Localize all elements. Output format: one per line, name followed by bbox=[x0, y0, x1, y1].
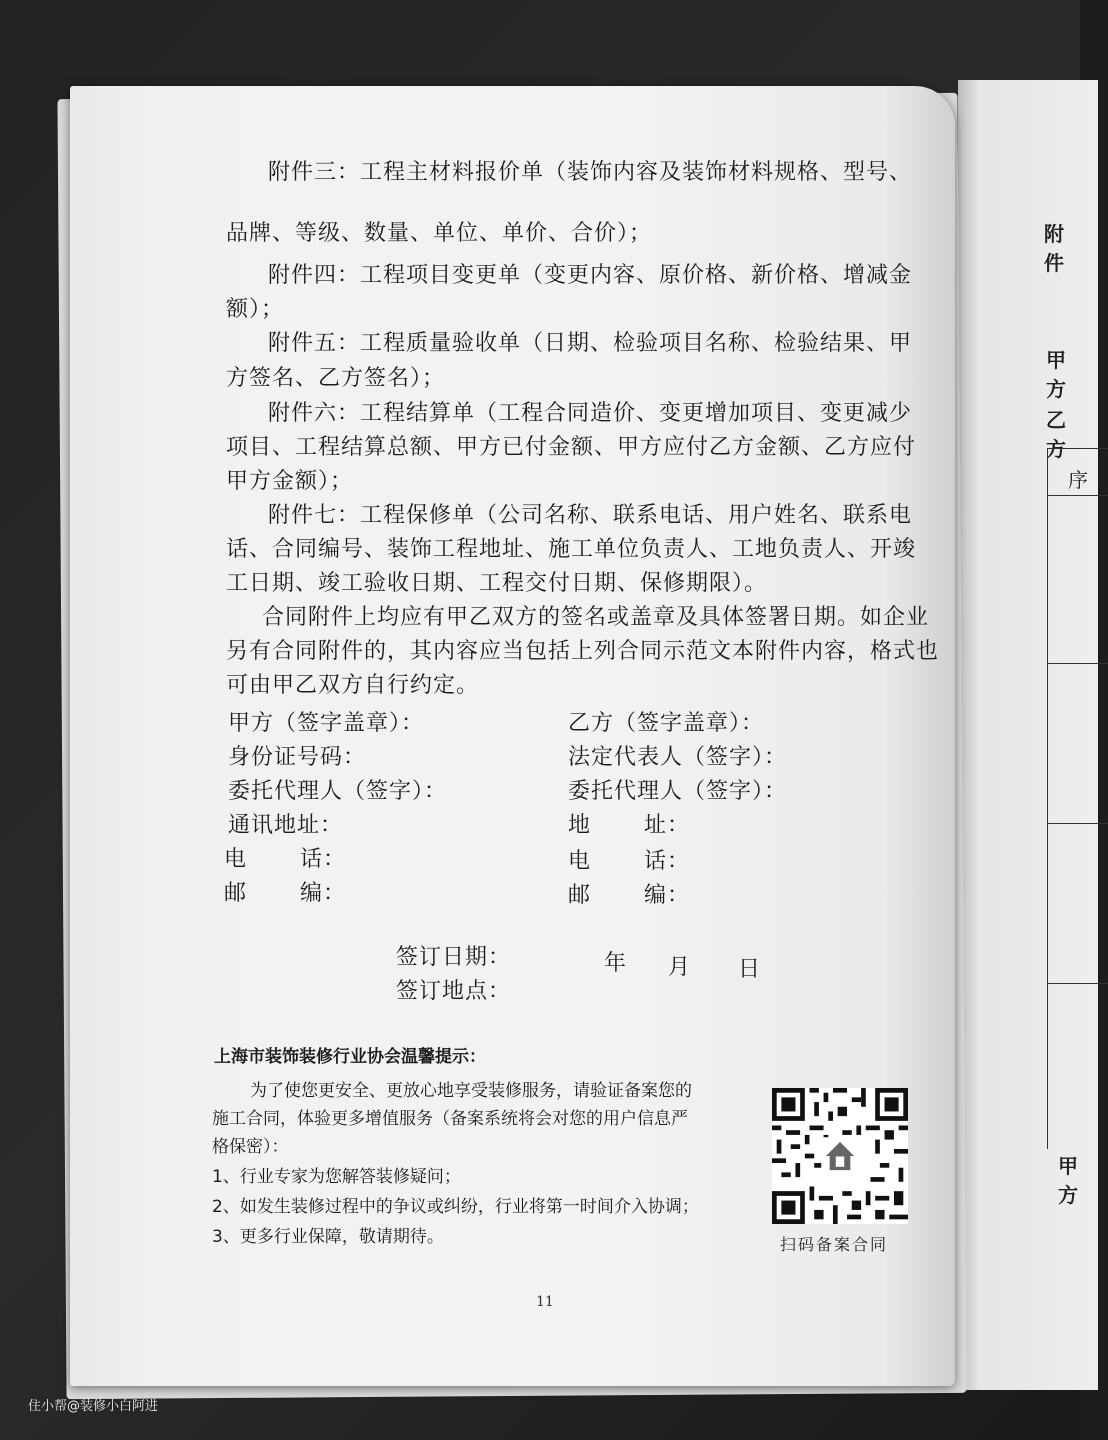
party-a-signature-label: 甲方（签字盖章）： bbox=[228, 711, 425, 736]
watermark: 住小帮@装修小白阿进 bbox=[28, 1399, 159, 1414]
party-b-address-label-2: 址： bbox=[644, 813, 691, 838]
right-page-bottom-label: 甲方 bbox=[1058, 1154, 1078, 1207]
party-b-agent-label: 委托代理人（签字）： bbox=[568, 779, 788, 804]
qr-code[interactable] bbox=[772, 1088, 908, 1224]
signing-month: 月 bbox=[668, 955, 692, 980]
body-line: 话、合同编号、装饰工程地址、施工单位负责人、工地负责人、开竣 bbox=[226, 537, 917, 562]
party-b-phone-label-1: 电 bbox=[568, 849, 592, 874]
table-row-line bbox=[1048, 495, 1108, 496]
party-b-postcode-label-1: 邮 bbox=[568, 883, 592, 908]
party-a-phone-label-1: 电 bbox=[224, 847, 248, 872]
page-number: 11 bbox=[536, 1294, 554, 1310]
right-page-table bbox=[1047, 448, 1108, 1149]
party-b-phone-label-2: 话： bbox=[644, 849, 691, 874]
tips-item: 3、更多行业保障，敬请期待。 bbox=[212, 1227, 444, 1247]
party-a-id-label: 身份证号码： bbox=[228, 745, 367, 770]
party-a-postcode-label-2: 编： bbox=[300, 881, 347, 906]
right-page-table-cell: 序 bbox=[1068, 468, 1088, 492]
body-line: 附件七：工程保修单（公司名称、联系电话、用户姓名、联系电 bbox=[268, 503, 913, 528]
table-row-line bbox=[1048, 663, 1108, 664]
signing-day: 日 bbox=[738, 957, 762, 982]
table-row-line bbox=[1048, 823, 1108, 824]
body-line: 可由甲乙双方自行约定。 bbox=[226, 673, 480, 698]
body-line: 附件六：工程结算单（工程合同造价、变更增加项目、变更减少 bbox=[268, 401, 913, 426]
body-line: 甲方金额）； bbox=[226, 469, 354, 494]
body-line: 品牌、等级、数量、单位、单价、合价）； bbox=[226, 221, 653, 246]
body-line: 附件三：工程主材料报价单（装饰内容及装饰材料规格、型号、 bbox=[268, 160, 913, 185]
right-page-heading: 附件 bbox=[1044, 222, 1064, 275]
right-page-party-a: 甲方 bbox=[1046, 348, 1066, 401]
party-b-signature-label: 乙方（签字盖章）： bbox=[568, 711, 765, 736]
party-b-postcode-label-2: 编： bbox=[644, 883, 691, 908]
tips-item: 2、如发生装修过程中的争议或纠纷，行业将第一时间介入协调； bbox=[212, 1197, 699, 1217]
qr-caption: 扫码备案合同 bbox=[780, 1235, 889, 1254]
signing-date-label: 签订日期： bbox=[396, 945, 512, 970]
body-line: 附件四：工程项目变更单（变更内容、原价格、新价格、增减金 bbox=[268, 263, 913, 288]
party-a-phone-label-2: 话： bbox=[300, 847, 347, 872]
tips-intro-line: 为了使您更安全、更放心地享受装修服务，请验证备案您的 bbox=[250, 1081, 692, 1101]
party-a-postcode-label-1: 邮 bbox=[224, 881, 248, 906]
body-line: 项目、工程结算总额、甲方已付金额、甲方应付乙方金额、乙方应付 bbox=[226, 435, 917, 460]
body-line: 合同附件上均应有甲乙双方的签名或盖章及具体签署日期。如企业 bbox=[262, 605, 930, 630]
tips-intro-line: 格保密）： bbox=[212, 1137, 289, 1157]
body-line: 额）； bbox=[226, 297, 285, 322]
signing-place-label: 签订地点： bbox=[396, 979, 512, 1004]
signing-year: 年 bbox=[604, 951, 628, 976]
body-line: 另有合同附件的，其内容应当包括上列合同示范文本附件内容，格式也 bbox=[226, 639, 940, 664]
party-a-agent-label: 委托代理人（签字）： bbox=[228, 779, 448, 804]
tips-intro-line: 施工合同，体验更多增值服务（备案系统将会对您的用户信息严 bbox=[212, 1109, 688, 1129]
right-page-party-b: 乙方 bbox=[1046, 408, 1066, 461]
body-line: 工日期、竣工验收日期、工程交付日期、保修期限）。 bbox=[226, 571, 768, 596]
table-row-line bbox=[1048, 983, 1108, 984]
party-b-address-label-1: 地 bbox=[568, 813, 592, 838]
tips-title: 上海市装饰装修行业协会温馨提示： bbox=[214, 1047, 486, 1067]
tips-item: 1、行业专家为您解答装修疑问； bbox=[212, 1167, 461, 1187]
body-line: 方签名、乙方签名）； bbox=[226, 366, 446, 391]
body-line: 附件五：工程质量验收单（日期、检验项目名称、检验结果、甲 bbox=[268, 331, 913, 356]
party-b-legal-rep-label: 法定代表人（签字）： bbox=[568, 745, 788, 770]
party-a-address-label: 通讯地址： bbox=[228, 813, 344, 838]
